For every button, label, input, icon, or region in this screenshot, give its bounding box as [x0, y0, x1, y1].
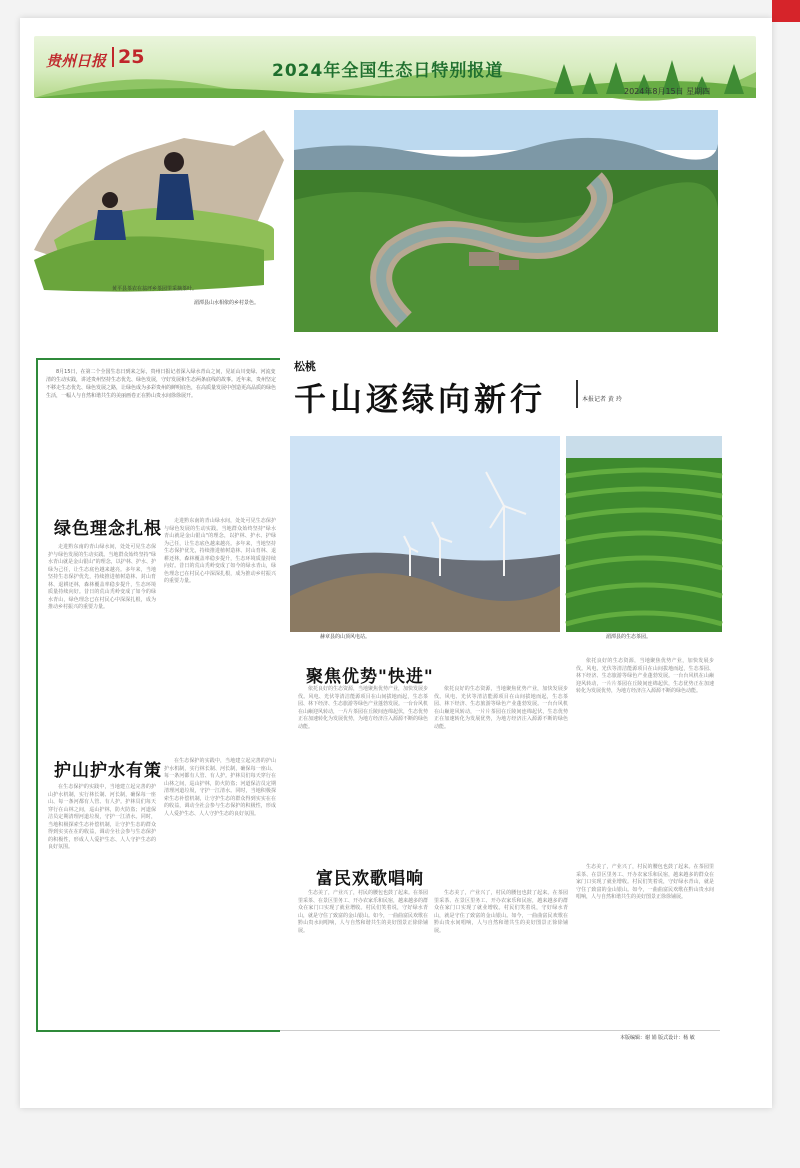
column-advantage-2: 依托良好的生态资源，当地聚焦优势产业，加快发展步伐。风电、光伏等清洁能源项目在山间拔地而起，生态茶园、林下经济、生态旅游等绿色产业蓬勃发展。一台台风机在山巅迎风转动，一片片茶园在丘陵间连绵起伏，生态优势正在加速转化为发展优势，为地方经济注入源源不断的绿色动能。 [434, 686, 568, 730]
article-headline: 千山逐绿向新行 [294, 380, 547, 418]
column-advantage-3: 依托良好的生态资源，当地聚焦优势产业，加快发展步伐。风电、光伏等清洁能源项目在山间拔地而起，生态茶园、林下经济、生态旅游等绿色产业蓬勃发展。一台台风机在山巅迎风转动，一片片茶园在丘陵间连绵起伏，生态优势正在加速转化为发展优势，为地方经济注入源源不断的绿色动能。 [576, 658, 714, 694]
intro-text: 8月15日，在第二个全国生态日到来之际，贵州日报记者深入绿水青山之间，见证山川变绿、河流变清的生动实践，讲述贵州坚持生态优先、绿色发展，守好发展和生态两条底线的故事。近年来，贵州坚定不移走生态优先、绿色发展之路，让绿色成为多彩贵州的鲜明底色，在高质量发展中创造更高品质的绿色生活，一幅人与自然和谐共生的美丽画卷正在黔山贵水间徐徐展开。 [46, 369, 277, 399]
photo-river-village [194, 110, 718, 332]
tea-garden-illustration [566, 436, 722, 632]
footer-credits: 本版编辑：谢 娟 版式设计：杨 敏 [620, 1035, 695, 1041]
subhead-green-concept: 绿色理念扎根 [54, 519, 162, 539]
caption-river-village: 湄潭县山水相依的乡村景色。 [194, 300, 260, 306]
wind-turbines-illustration [290, 436, 560, 632]
newspaper-logo: 贵州日报 [46, 52, 107, 70]
headline-divider [576, 380, 578, 408]
photo-tea-garden [566, 436, 722, 644]
article-kicker: 松桃 [294, 360, 316, 373]
column-protect-left: 在生态保护的实践中，当地建立起完善的护山护水机制，实行林长制、河长制，确保每一座山、每一条河都有人管、有人护。护林员们每天穿行在山林之间，巡山护林，防火防盗；河道保洁员定期清理河道垃圾，守护一江清水。同时，当地积极探索生态补偿机制，让守护生态的群众得到实实在在的收益，调动全社会参与生态保护的积极性，形成人人爱护生态、人人守护生态的良好氛围。 [48, 784, 156, 850]
column-protect-right: 在生态保护的实践中，当地建立起完善的护山护水机制，实行林长制、河长制，确保每一座山、每一条河都有人管、有人护。护林员们每天穿行在山林之间，巡山护林，防火防盗；河道保洁员定期清理河道垃圾，守护一江清水。同时，当地积极探索生态补偿机制，让守护生态的群众得到实实在在的收益，调动全社会参与生态保护的积极性，形成人人爱护生态、人人守护生态的良好氛围。 [164, 758, 276, 817]
section-title: 2024年全国生态日特别报道 [272, 61, 504, 81]
article-byline: 本报记者 黄 玲 [582, 396, 622, 403]
issue-date: 2024年8月15日 星期四 [624, 87, 711, 96]
red-corner-tab [772, 0, 800, 22]
river-village-illustration [294, 110, 718, 332]
photo-tea-pickers [34, 110, 292, 326]
subhead-protect: 护山护水有策 [54, 761, 162, 781]
caption-tea-pickers: 黄平县茶农在翁坪乡茶园里采摘茶叶。 [112, 286, 198, 292]
column-folk-3: 生态美了，产业兴了，村民的腰包也鼓了起来。在茶园里采茶、在景区里务工、开办农家乐和民宿，越来越多的群众在家门口实现了就业增收。村民们笑着说，守好绿水青山，就是守住了致富的金山银山。如今，一曲曲富民欢歌在黔山贵水间唱响，人与自然和谐共生的美好图景正徐徐铺展。 [576, 864, 714, 900]
caption-wind: 赫章县的山顶风电站。 [320, 634, 371, 640]
masthead-band [34, 36, 756, 98]
subhead-folk-song: 富民欢歌唱响 [316, 869, 424, 889]
column-green-concept-left: 走进黔东南的青山绿水间，处处可见生态保护与绿色发展的生动实践。当地群众始终坚持"绿水青山就是金山银山"的理念，以护林、护水、护绿为己任，让生态底色越来越亮。多年来，当地坚持生态保护优先，持续推进植树造林、封山育林、退耕还林，森林覆盖率稳步提升，生态环境质量持续向好。昔日的荒山秃岭变成了如今的绿水青山，绿色理念已在村民心中深深扎根，成为推动乡村振兴的重要力量。 [48, 544, 156, 610]
column-folk-1: 生态美了，产业兴了，村民的腰包也鼓了起来。在茶园里采茶、在景区里务工、开办农家乐和民宿，越来越多的群众在家门口实现了就业增收。村民们笑着说，守好绿水青山，就是守住了致富的金山银山。如今，一曲曲富民欢歌在黔山贵水间唱响，人与自然和谐共生的美好图景正徐徐铺展。 [298, 890, 429, 934]
subhead-advantage: 聚焦优势"快进" [306, 667, 434, 687]
photo-wind-turbines [290, 436, 560, 644]
column-advantage-1: 依托良好的生态资源，当地聚焦优势产业，加快发展步伐。风电、光伏等清洁能源项目在山间拔地而起，生态茶园、林下经济、生态旅游等绿色产业蓬勃发展。一台台风机在山巅迎风转动，一片片茶园在丘陵间连绵起伏，生态优势正在加速转化为发展优势，为地方经济注入源源不断的绿色动能。 [298, 686, 429, 730]
page-number: 25 [112, 47, 144, 67]
tea-pickers-illustration [34, 110, 292, 326]
footer-rule [280, 1030, 720, 1031]
newspaper-page [20, 18, 772, 1108]
caption-tea-garden: 湄潭县的生态茶园。 [606, 634, 652, 640]
column-green-concept-right: 走进黔东南的青山绿水间，处处可见生态保护与绿色发展的生动实践。当地群众始终坚持"绿水青山就是金山银山"的理念，以护林、护水、护绿为己任，让生态底色越来越亮。多年来，当地坚持生态保护优先，持续推进植树造林、封山育林、退耕还林，森林覆盖率稳步提升，生态环境质量持续向好。昔日的荒山秃岭变成了如今的绿水青山，绿色理念已在村民心中深深扎根，成为推动乡村振兴的重要力量。 [164, 518, 276, 584]
column-folk-2: 生态美了，产业兴了，村民的腰包也鼓了起来。在茶园里采茶、在景区里务工、开办农家乐和民宿，越来越多的群众在家门口实现了就业增收。村民们笑着说，守好绿水青山，就是守住了致富的金山银山。如今，一曲曲富民欢歌在黔山贵水间唱响，人与自然和谐共生的美好图景正徐徐铺展。 [434, 890, 568, 934]
